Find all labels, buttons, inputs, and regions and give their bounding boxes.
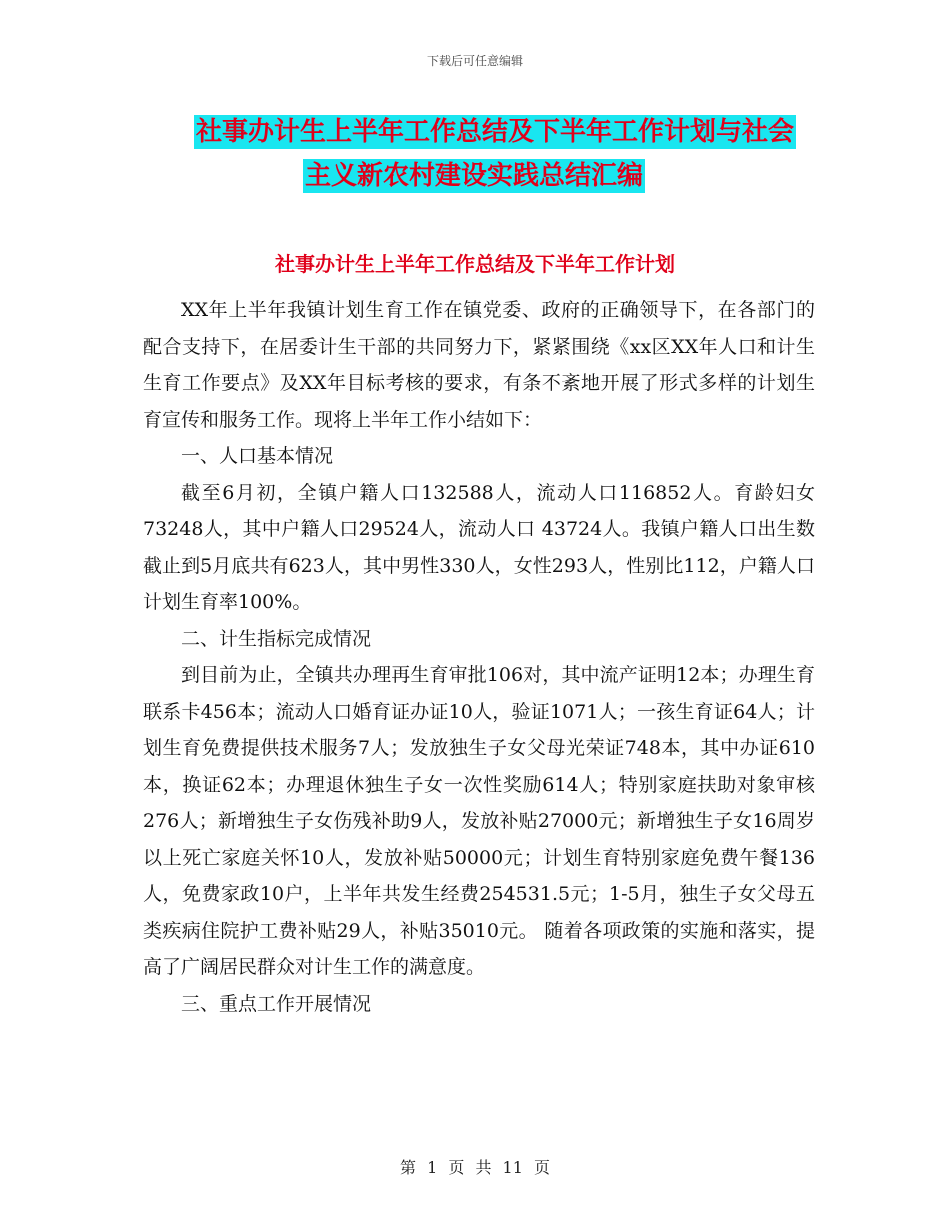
- indicators-paragraph: 到目前为止，全镇共办理再生育审批106对，其中流产证明12本；办理生育联系卡456本；流动人口婚育证办证10人，验证1071人；一孩生育证64人；计划生育免费提供技术服务7人；发放独生子女父母光荣证748本，其中办证610本，换证62本；办理退休独生子女一次性奖励614人；特别家庭扶助对象审核276人；新增独生子女伤残补助9人，发放补贴27000元；新增独生子女16周岁以上死亡家庭关怀10人，发放补贴50000元；计划生育特别家庭免费午餐136人，免费家政10户，上半年共发生经费254531.5元；1-5月，独生子女父母五类疾病住院护工费补贴29人，补贴35010元。 随着各项政策的实施和落实，提高了广阔居民群众对计生工作的满意度。: [143, 664, 815, 978]
- heading-indicators: 二、计生指标完成情况: [181, 627, 372, 650]
- document-title: [0, 110, 950, 198]
- population-paragraph: 截至6月初，全镇户籍人口132588人，流动人口116852人。育龄妇女73248人，其中户籍人口29524人，流动人口 43724人。我镇户籍人口出生数截止到5月底共有623人，其中男性330人，女性293人，性别比112，户籍人口计划生育率100%。: [143, 481, 815, 613]
- document-body: [143, 292, 815, 1022]
- page-footer: 第 1 页 共 11 页: [400, 1158, 550, 1177]
- section-title: 社事办计生上半年工作总结及下半年工作计划: [275, 252, 675, 276]
- title-line-1: 社事办计生上半年工作总结及下半年工作计划与社会: [195, 117, 794, 147]
- heading-population: 一、人口基本情况: [181, 445, 334, 467]
- header-note: 下载后可任意编辑: [426, 54, 523, 68]
- title-line-2: 主义新农村建设实践总结汇编: [305, 161, 644, 191]
- heading-key-work: 三、重点工作开展情况: [181, 992, 372, 1015]
- intro-paragraph: XX年上半年我镇计划生育工作在镇党委、政府的正确领导下，在各部门的配合支持下，在居委计生干部的共同努力下，紧紧围绕《xx区XX年人口和计生生育工作要点》及XX年目标考核的要求，有条不紊地开展了形式多样的计划生育宣传和服务工作。现将上半年工作小结如下：: [143, 299, 815, 431]
